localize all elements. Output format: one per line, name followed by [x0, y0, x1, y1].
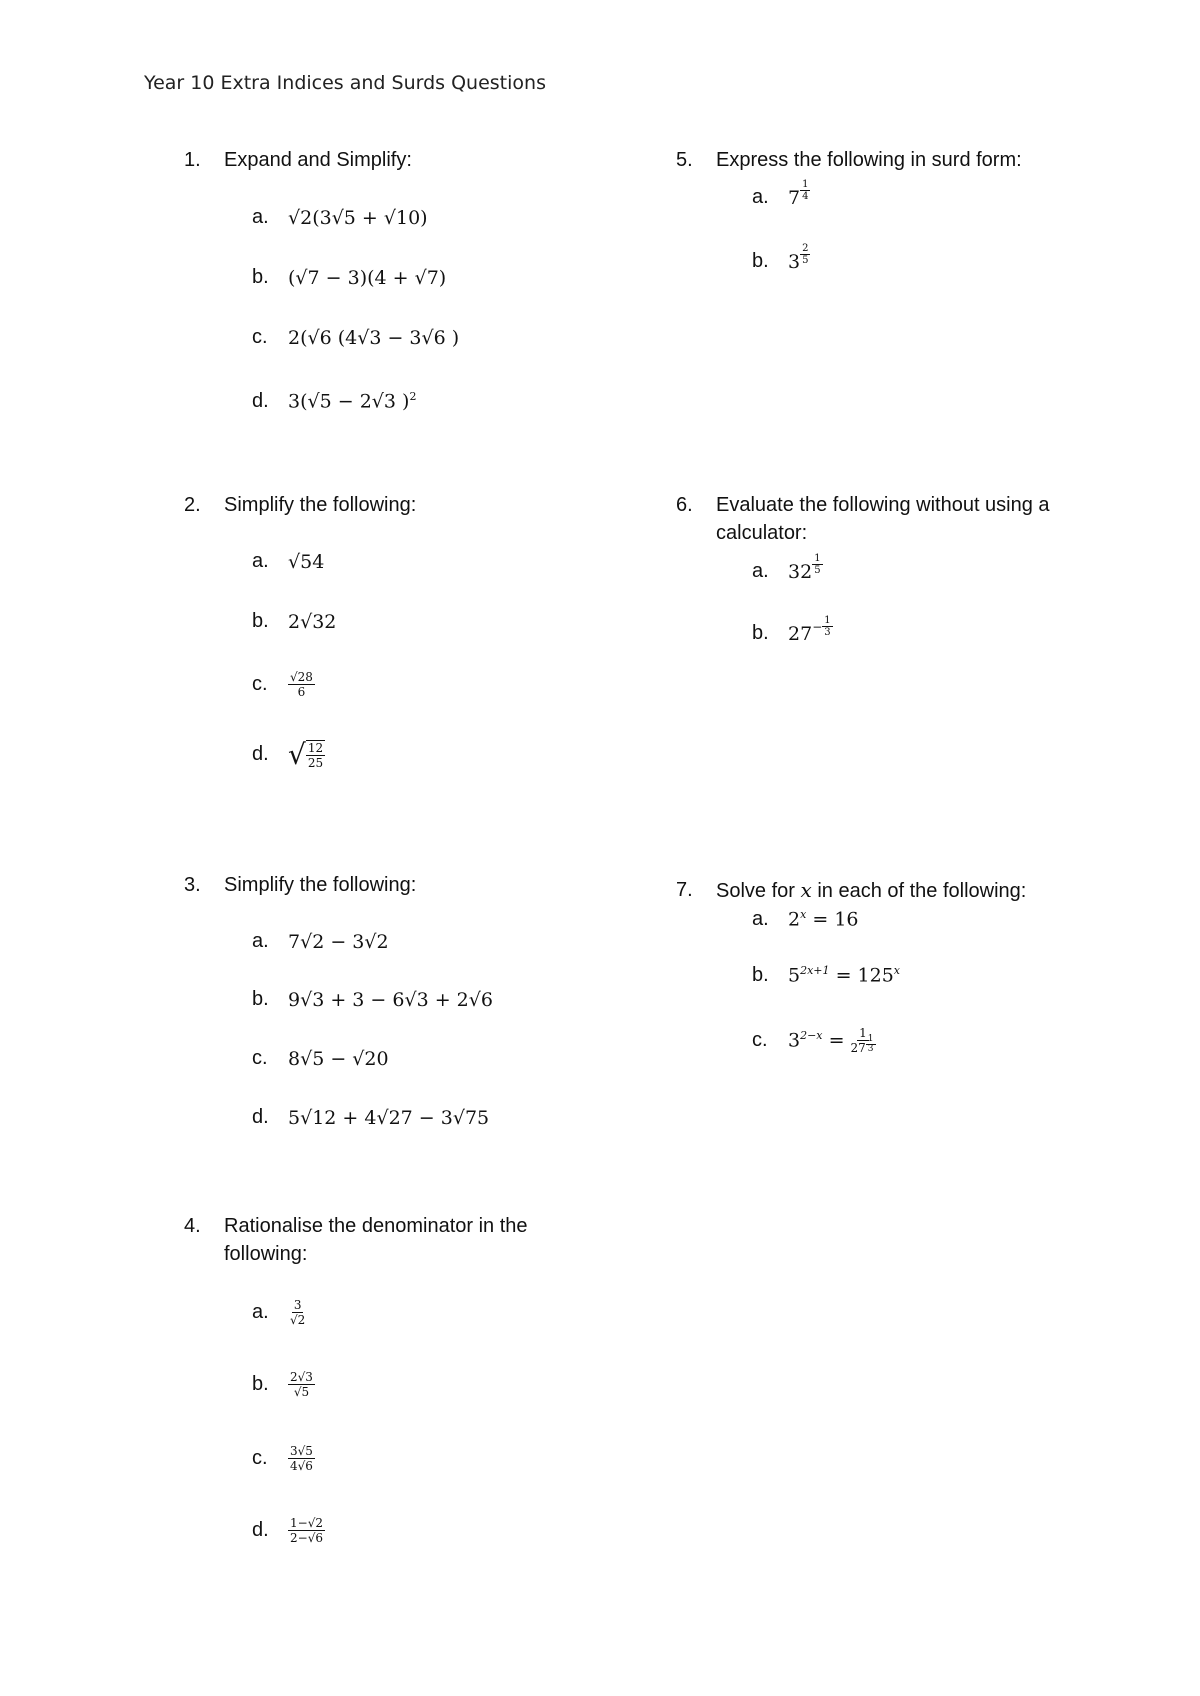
numerator: 1 — [824, 615, 831, 626]
q1-expression-a: √2(3√5 + √10) — [288, 206, 428, 229]
q2-item-c — [252, 670, 315, 699]
q5-item-b — [752, 243, 810, 273]
q2-fraction-d — [306, 740, 325, 770]
q4-fraction-d — [288, 1516, 325, 1545]
item-label: c. — [252, 673, 268, 695]
question-number: 6. — [676, 494, 693, 516]
q5-item-a — [752, 179, 810, 209]
item-label: a. — [752, 908, 769, 930]
q6-item-b — [752, 615, 833, 645]
item-label: a. — [252, 930, 269, 952]
exponent: 2 — [409, 390, 417, 404]
numerator: 3 — [293, 1298, 302, 1312]
negative-sign: − — [812, 619, 823, 634]
q4-fraction-c — [288, 1444, 315, 1473]
item-label: c. — [252, 1047, 268, 1069]
item-label: b. — [252, 1373, 269, 1395]
fractional-exponent: $\frac{1}{3}$ — [867, 1033, 874, 1054]
q3-item-a — [252, 930, 389, 953]
denominator: 4√6 — [290, 1459, 313, 1473]
item-label: c. — [752, 1029, 768, 1051]
denominator: 5 — [802, 255, 809, 266]
q1-expression-d: 3(√5 − 2√3 )$^2$ — [288, 390, 417, 413]
fractional-exponent — [822, 615, 832, 638]
numerator: 1 — [802, 179, 809, 190]
question-text: Expand and Simplify: — [224, 149, 412, 171]
item-label: b. — [252, 610, 269, 632]
question-number: 2. — [184, 494, 201, 516]
item-label: b. — [252, 266, 269, 288]
question-5-title — [676, 146, 1022, 174]
q7-item-a — [752, 908, 859, 931]
numerator: 1 — [814, 553, 821, 564]
q6-item-a — [752, 553, 823, 583]
question-number: 4. — [184, 1215, 201, 1237]
question-3-title — [184, 871, 416, 899]
denominator: 25 — [307, 755, 324, 770]
fractional-exponent — [800, 243, 810, 266]
question-text: Solve for x in each of the following: — [716, 878, 1027, 902]
question-text: Evaluate the following without using a calculator: — [716, 494, 1050, 544]
item-label: c. — [252, 1447, 268, 1469]
q7-expression-b: $5^{2x+1} = 125^x$ — [788, 964, 901, 987]
item-label: a. — [252, 206, 269, 228]
q1-item-a — [252, 206, 428, 229]
denominator: √2 — [290, 1313, 306, 1327]
question-number: 5. — [676, 149, 693, 171]
fractional-exponent — [812, 553, 822, 576]
fractional-exponent — [800, 179, 810, 202]
question-text: Simplify the following: — [224, 874, 417, 896]
q2-fraction-c — [288, 670, 315, 699]
q2-item-d — [252, 738, 325, 771]
q3-expression-b: 9√3 + 3 − 6√3 + 2√6 — [288, 988, 493, 1011]
question-text: Express the following in surd form: — [716, 149, 1022, 171]
item-label: b. — [252, 988, 269, 1010]
q2-expression-a: √54 — [288, 550, 325, 573]
item-label: a. — [252, 1301, 269, 1323]
q7-expression-c: $3^{2-x}$ = — [788, 1029, 845, 1052]
q4-item-a — [252, 1298, 307, 1327]
question-number: 1. — [184, 149, 201, 171]
item-label: d. — [252, 743, 269, 765]
q3-expression-c: 8√5 − √20 — [288, 1047, 389, 1070]
base: 32 — [788, 560, 813, 583]
base: 3 — [788, 250, 801, 273]
question-1-title — [184, 146, 412, 174]
q1-item-b — [252, 266, 446, 289]
item-label: b. — [752, 964, 769, 986]
numerator: 2√3 — [290, 1370, 313, 1384]
q4-item-b — [252, 1370, 315, 1399]
q3-expression-a: 7√2 − 3√2 — [288, 930, 389, 953]
numerator: 2 — [802, 243, 809, 254]
q7-item-c — [752, 1026, 878, 1055]
q2-expression-b: 2√32 — [288, 610, 337, 633]
numerator: 1−√2 — [290, 1516, 323, 1530]
q1-item-d — [252, 390, 416, 413]
item-label: a. — [752, 186, 769, 208]
q7-item-b — [752, 964, 900, 987]
page-header: Year 10 Extra Indices and Surds Questions — [144, 72, 546, 94]
q3-item-c — [252, 1047, 389, 1070]
denominator: 3 — [824, 627, 831, 638]
item-label: d. — [252, 390, 269, 412]
denominator: 5 — [814, 565, 821, 576]
q2-item-a — [252, 550, 324, 573]
item-label: a. — [252, 550, 269, 572]
denominator: √5 — [293, 1385, 310, 1399]
question-2-title — [184, 491, 416, 519]
item-label: b. — [752, 622, 769, 644]
q7-expression-a: 2$^x$ = 16 — [788, 908, 859, 931]
question-6-title — [676, 491, 1056, 547]
base: 7 — [788, 186, 801, 209]
radical-sign: √ — [288, 738, 306, 771]
q3-item-d — [252, 1106, 489, 1129]
denominator: 2−√6 — [290, 1531, 323, 1545]
question-7-title — [676, 876, 1026, 905]
numerator: 1 — [859, 1026, 867, 1040]
q3-item-b — [252, 988, 493, 1011]
denominator: 27 $\frac{1}{3}$ — [850, 1033, 874, 1055]
numerator: 3√5 — [290, 1444, 313, 1458]
denominator: 6 — [297, 685, 306, 699]
q7-fraction-c — [848, 1026, 877, 1055]
denominator: 4 — [802, 191, 809, 202]
numerator: √28 — [290, 670, 313, 684]
item-label: a. — [752, 560, 769, 582]
q1-item-c — [252, 326, 459, 349]
question-text: Simplify the following: — [224, 494, 417, 516]
question-text: Rationalise the denominator in the following: — [224, 1215, 528, 1265]
q1-expression-b: (√7 − 3)(4 + √7) — [288, 266, 447, 289]
item-label: c. — [252, 326, 268, 348]
question-number: 7. — [676, 879, 693, 901]
q3-expression-d: 5√12 + 4√27 − 3√75 — [288, 1106, 490, 1129]
q4-fraction-a — [288, 1298, 307, 1327]
q1-expression-c: 2(√6 (4√3 − 3√6 ) — [288, 326, 460, 349]
item-label: d. — [252, 1106, 269, 1128]
base: 27 — [788, 622, 813, 645]
q4-fraction-b — [288, 1370, 315, 1399]
q2-item-b — [252, 610, 336, 633]
numerator: 12 — [307, 740, 324, 755]
q4-item-c — [252, 1444, 315, 1473]
q4-item-d — [252, 1516, 325, 1545]
question-number: 3. — [184, 874, 201, 896]
item-label: b. — [752, 250, 769, 272]
item-label: d. — [252, 1519, 269, 1541]
question-4-title — [184, 1212, 564, 1268]
